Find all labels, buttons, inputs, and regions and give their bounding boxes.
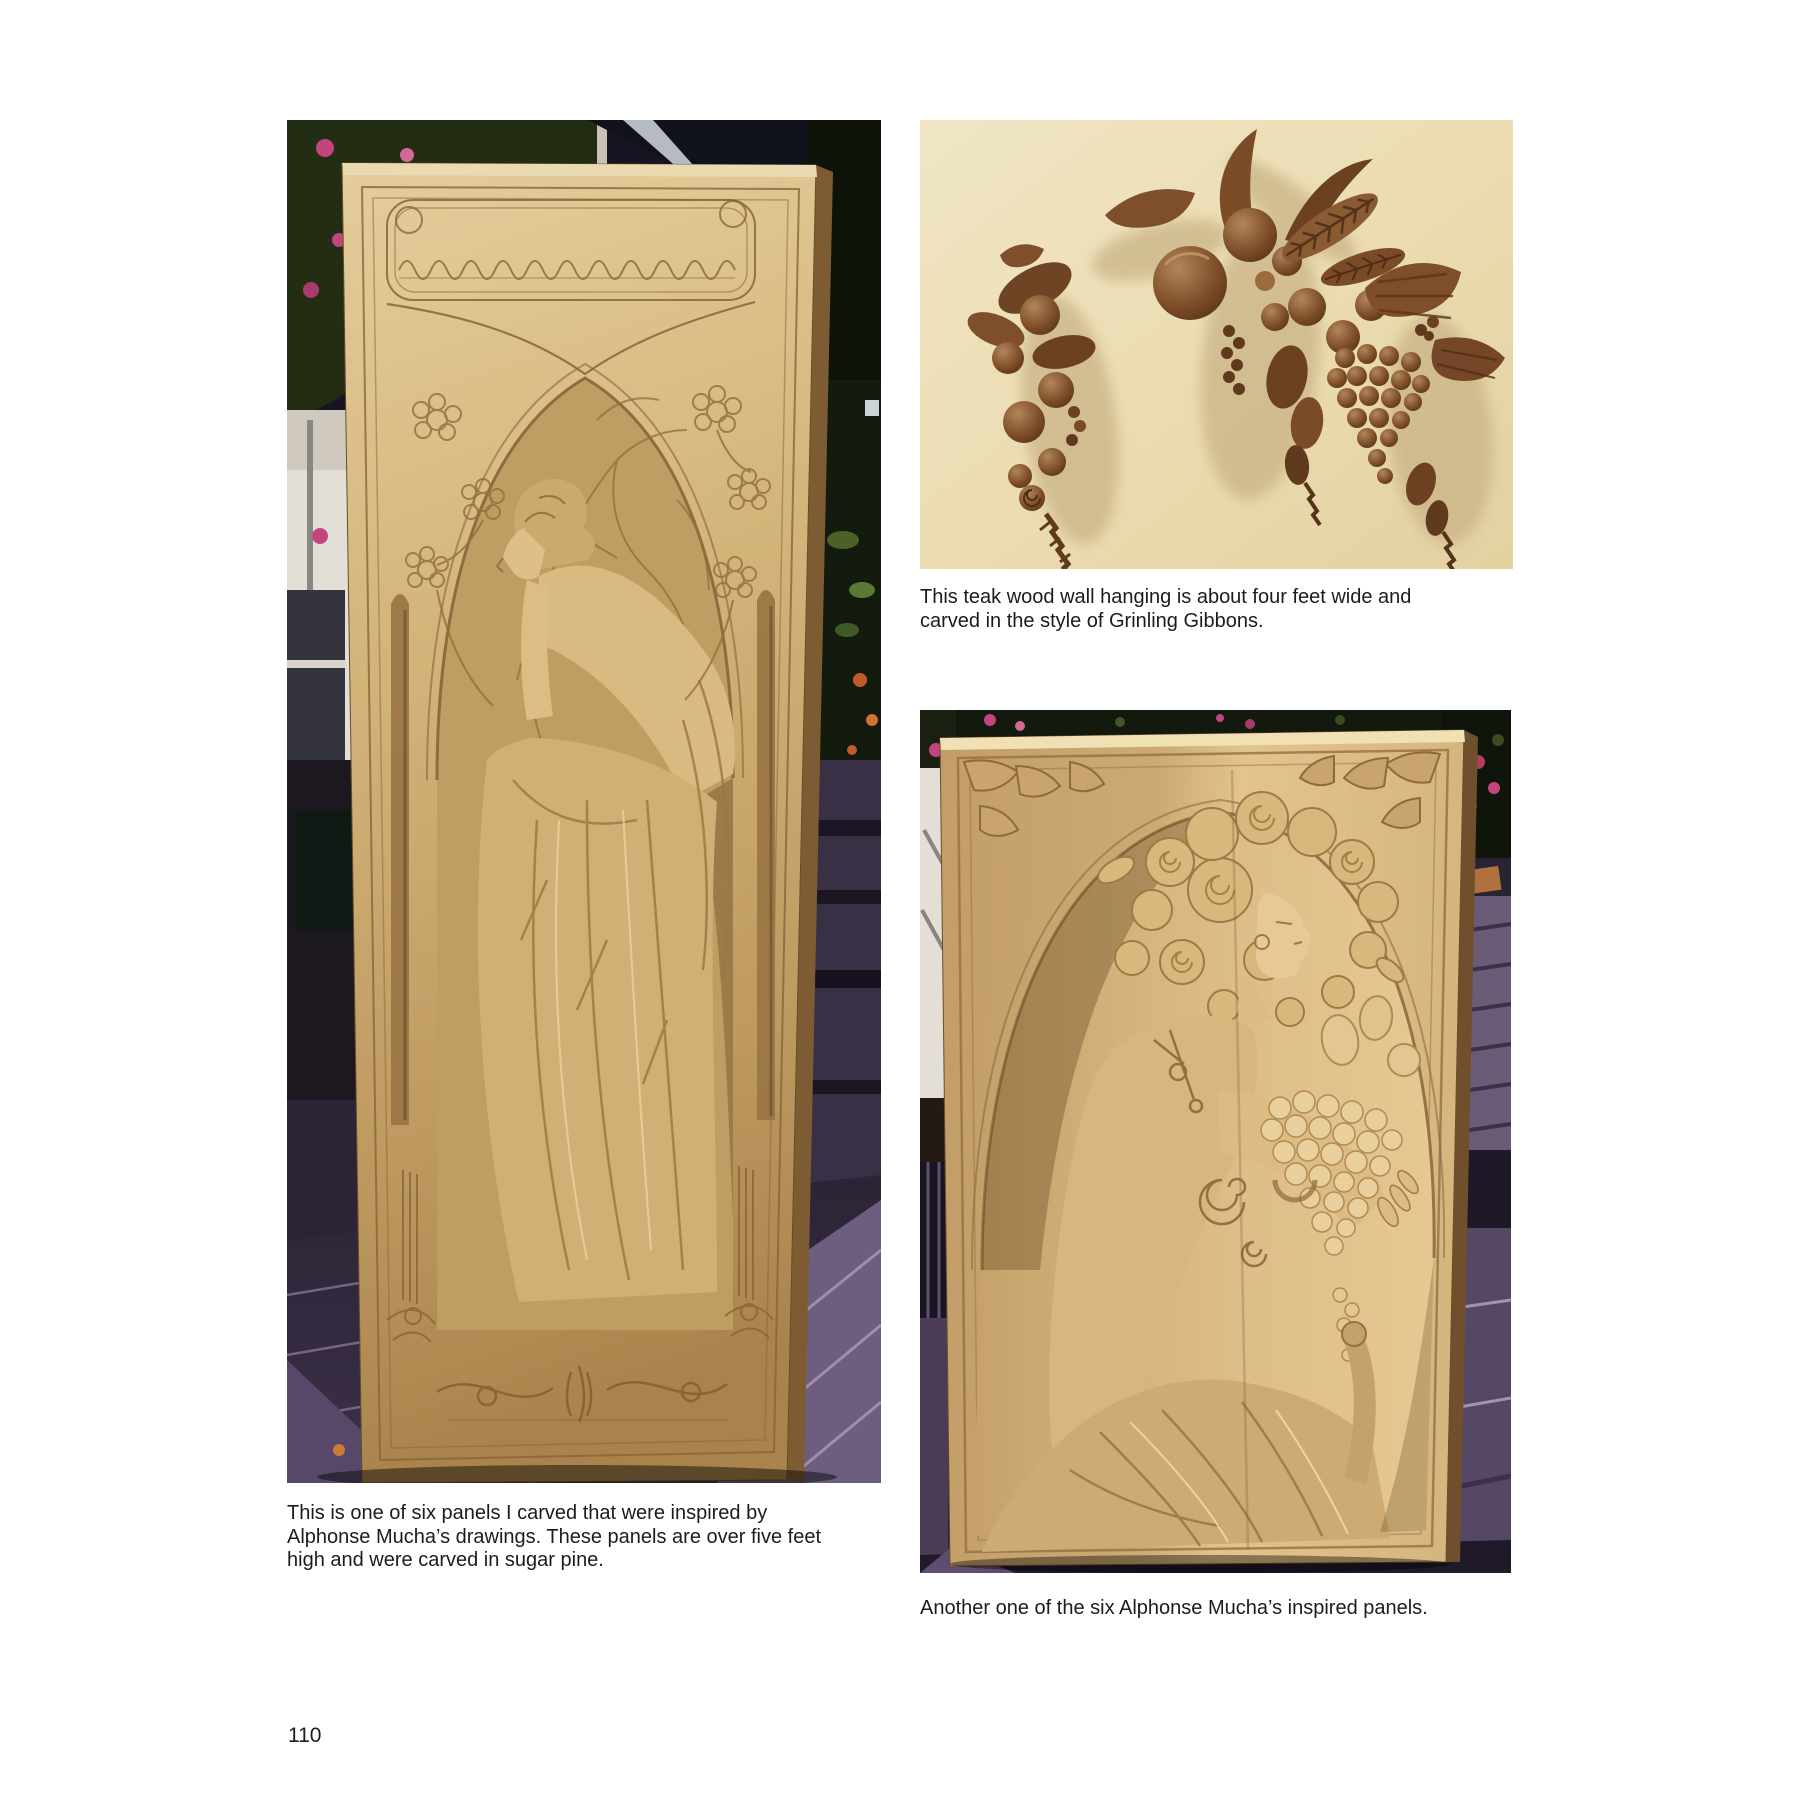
caption-right-panel <box>920 1597 1428 1621</box>
caption-left-panel <box>287 1502 821 1573</box>
photo-teak-wall-hanging <box>920 120 1513 569</box>
caption-line: Alphonse Mucha’s drawings. These panels are over five feet <box>287 1525 822 1548</box>
caption-teak-hanging <box>920 586 1411 633</box>
mucha-panel-left-illustration <box>287 120 881 1483</box>
panel-ground-shadow <box>950 1555 1450 1573</box>
photo-mucha-panel-right <box>920 710 1511 1573</box>
photo-mucha-panel-left <box>287 120 881 1483</box>
caption-line: carved in the style of Grinling Gibbons. <box>920 609 1264 632</box>
mucha-panel-right-illustration <box>920 710 1511 1573</box>
carved-panel <box>940 730 1478 1566</box>
page-number: 110 <box>288 1724 322 1747</box>
caption-line: high and were carved in sugar pine. <box>287 1549 604 1571</box>
caption-line: Another one of the six Alphonse Mucha’s inspired panels. <box>920 1597 1428 1619</box>
caption-line: This is one of six panels I carved that were inspired by <box>287 1502 768 1524</box>
carved-panel <box>342 163 833 1483</box>
caption-line: This teak wood wall hanging is about four feet wide and <box>920 586 1412 608</box>
teak-hanging-illustration <box>920 120 1513 569</box>
